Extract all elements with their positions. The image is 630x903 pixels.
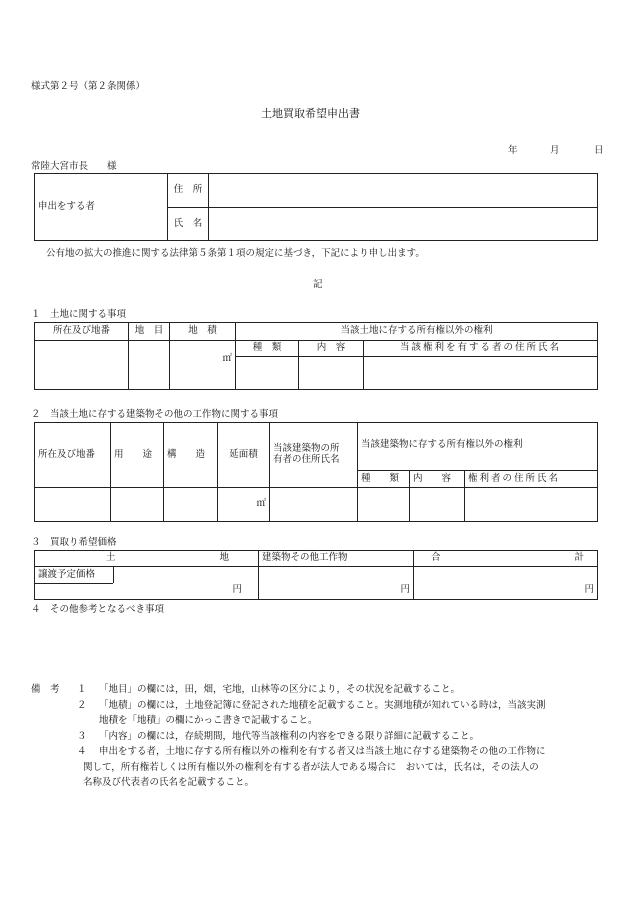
land-col-location: 所在及び地番 — [35, 323, 129, 341]
land-area-unit: ㎡ — [222, 352, 232, 364]
section1-heading: １ 土地に関する事項 — [31, 309, 127, 320]
bldg-sub-content: 内 容 — [410, 471, 465, 488]
notes-label: 備 考 — [31, 684, 60, 695]
applicant-table — [34, 173, 598, 241]
land-table — [34, 322, 598, 390]
date-day: 日 — [594, 145, 604, 156]
note-2-no: ２ — [77, 700, 87, 711]
land-col-area: 地 積 — [170, 323, 236, 341]
bldg-floor-area-cell[interactable] — [218, 488, 270, 522]
bldg-col-owner — [270, 423, 358, 488]
section2-heading: ２ 当該土地に存する建築物その他の工作物に関する事項 — [31, 409, 279, 420]
price-label-divider — [113, 566, 114, 583]
price-col-total: 合 計 — [414, 551, 598, 567]
section4-heading: ４ その他参考となるべき事項 — [31, 604, 165, 615]
land-col-category: 地 目 — [129, 323, 170, 341]
intro-text: 公有地の拡大の推進に関する法律第５条第１項の規定に基づき，下記により申し出ます。 — [46, 248, 425, 259]
address-label: 住 所 — [168, 174, 209, 208]
price-total-cell[interactable] — [414, 567, 598, 600]
bldg-col-structure: 構 造 — [164, 423, 218, 488]
price-total-yen: 円 — [584, 584, 594, 596]
form-number: 様式第２号（第２条関係） — [31, 81, 146, 92]
bldg-content-cell[interactable] — [410, 488, 465, 522]
ki-mark: 記 — [313, 279, 323, 290]
note-4-text: 申出をする者，土地に存する所有権以外の権利を有する者又は当該土地に存する建築物その他の工作物に — [99, 746, 546, 757]
bldg-col-location: 所在及び地番 — [35, 423, 111, 488]
date-year: 年 — [508, 145, 518, 156]
price-land-yen: 円 — [232, 583, 242, 595]
price-col-land: 土 地 — [35, 551, 259, 567]
land-sub-holder: 当該権利を有する者の住所氏名 — [364, 341, 598, 357]
bldg-use-cell[interactable] — [111, 488, 164, 522]
note-1-text: 「地目」の欄には，田，畑，宅地，山林等の区分により，その状況を記載すること。 — [99, 684, 461, 695]
price-row-label: 譲渡予定価格 — [38, 569, 96, 580]
note-3-no: ３ — [77, 731, 87, 742]
page-title: 土地買取希望申出書 — [261, 107, 360, 120]
price-table — [34, 550, 598, 600]
bldg-type-cell[interactable] — [358, 488, 410, 522]
land-location-cell[interactable] — [35, 341, 129, 390]
bldg-sub-holder: 権利者の住所氏名 — [465, 471, 598, 488]
land-holder-cell[interactable] — [364, 357, 598, 390]
price-building-yen: 円 — [400, 584, 410, 596]
address-field[interactable] — [209, 174, 598, 208]
applicant-label: 申出をする者 — [35, 174, 168, 241]
land-content-cell[interactable] — [299, 357, 364, 390]
price-col-building: 建築物その他工作物 — [259, 551, 414, 567]
note-2-text: 「地積」の欄には，土地登記簿に登記された地積を記載すること。実測地積が知れている時は，当該実測 — [99, 700, 546, 711]
note-1-no: １ — [77, 684, 87, 695]
land-type-cell[interactable] — [236, 357, 299, 390]
name-field[interactable] — [209, 208, 598, 241]
name-label: 氏 名 — [168, 208, 209, 241]
bldg-col-use: 用 途 — [111, 423, 164, 488]
bldg-owner-cell[interactable] — [270, 488, 358, 522]
price-building-cell[interactable] — [259, 567, 414, 600]
note-4-no: ４ — [77, 746, 87, 757]
note-2-text2: 地積を「地積」の欄にかっこ書きで記載すること。 — [99, 715, 318, 726]
section3-heading: ３ 買取り希望価格 — [31, 537, 117, 548]
land-area-cell[interactable] — [170, 341, 236, 390]
land-col-rights: 当該土地に存する所有権以外の権利 — [236, 323, 598, 341]
bldg-sub-type: 種 類 — [358, 471, 410, 488]
addressee: 常陸大宮市長 様 — [31, 161, 117, 172]
bldg-structure-cell[interactable] — [164, 488, 218, 522]
bldg-location-cell[interactable] — [35, 488, 111, 522]
bldg-area-unit: ㎡ — [256, 498, 266, 510]
note-4-text3: 名称及び代表者の氏名を記載すること。 — [83, 777, 255, 788]
bldg-col-owner-line2: 有者の住所氏名 — [273, 454, 340, 465]
bldg-holder-cell[interactable] — [465, 488, 598, 522]
price-label-underline — [35, 583, 113, 584]
bldg-col-floor-area: 延面積 — [218, 423, 270, 488]
bldg-col-owner-line1: 当該建築物の所 — [273, 443, 340, 455]
date-month: 月 — [550, 145, 560, 156]
land-category-cell[interactable] — [129, 341, 170, 390]
bldg-col-rights: 当該建築物に存する所有権以外の権利 — [358, 423, 598, 471]
building-table — [34, 422, 598, 522]
land-sub-type: 種 類 — [236, 341, 299, 357]
land-sub-content: 内 容 — [299, 341, 364, 357]
note-3-text: 「内容」の欄には，存続期間，地代等当該権利の内容をできる限り詳細に記載すること。 — [99, 731, 480, 742]
note-4-text2: 関して，所有権若しくは所有権以外の権利を有する者が法人である場合に おいては，氏名は，その法人の — [83, 762, 539, 773]
